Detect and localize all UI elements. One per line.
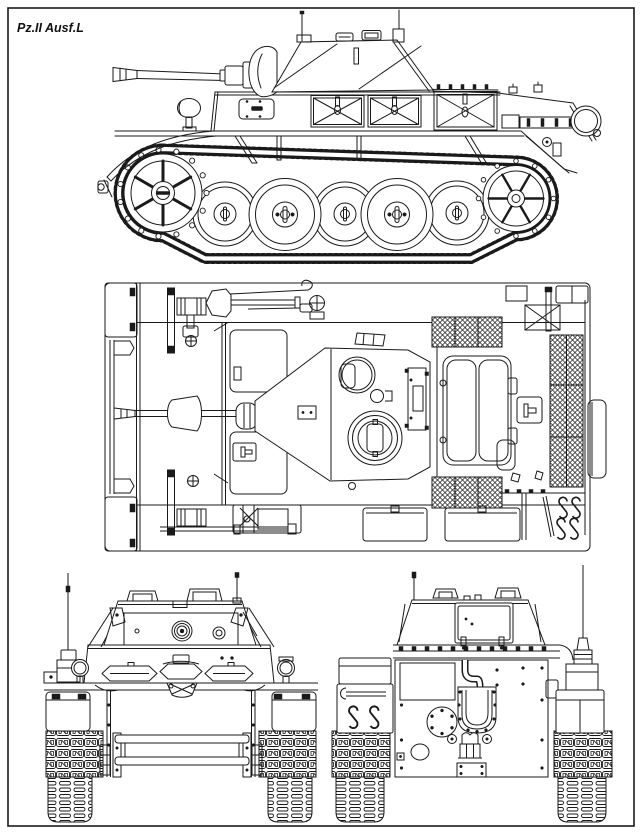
- inner-road-wheels: [193, 181, 489, 246]
- periscope-hood: [127, 591, 158, 601]
- side-view: [98, 10, 601, 259]
- front-tracks: [46, 731, 316, 822]
- driver-visor: [239, 99, 274, 119]
- side-turret: [249, 10, 433, 97]
- rear-plate: [395, 660, 558, 777]
- periscope-hood: [187, 589, 222, 601]
- tow-cable-hooks: [557, 497, 580, 539]
- muffler-plan: [588, 400, 606, 478]
- rear-turret: [397, 572, 545, 649]
- engine-hatch: [443, 356, 511, 465]
- top-view: [105, 280, 606, 551]
- tow-hook: [114, 479, 134, 493]
- front-view: [44, 573, 318, 823]
- rear-hull-top: [393, 645, 573, 660]
- top-gun: [114, 396, 257, 431]
- rear-stowage-bin: [337, 684, 393, 733]
- front-mudflaps: [46, 692, 316, 731]
- antenna-mount-box: [566, 664, 598, 690]
- gun-mantlet: [249, 46, 277, 96]
- engine-grille: [432, 317, 502, 347]
- tow-hook: [114, 341, 134, 355]
- headlight: [178, 99, 201, 132]
- muffler: [571, 106, 601, 137]
- stowage-bins: [311, 92, 497, 131]
- top-turret: [255, 333, 430, 490]
- shovel-handle-end: [295, 297, 300, 308]
- top-engine-deck: [432, 317, 606, 508]
- gun-shield: [168, 396, 202, 431]
- shovel-blade: [206, 289, 231, 317]
- front-lower-hull: [100, 690, 262, 777]
- side-gun: [113, 62, 256, 88]
- exhaust-shroud: [458, 687, 497, 733]
- smoke-rack: [355, 333, 385, 346]
- drawing-title: Pz.II Ausf.L: [17, 21, 84, 35]
- rear-left-fender: [337, 658, 393, 733]
- gun-collar: [236, 403, 257, 429]
- rear-view: [332, 565, 612, 822]
- engine-grille: [432, 477, 502, 508]
- front-turret: [104, 589, 257, 645]
- rear-right-fender: [556, 565, 604, 733]
